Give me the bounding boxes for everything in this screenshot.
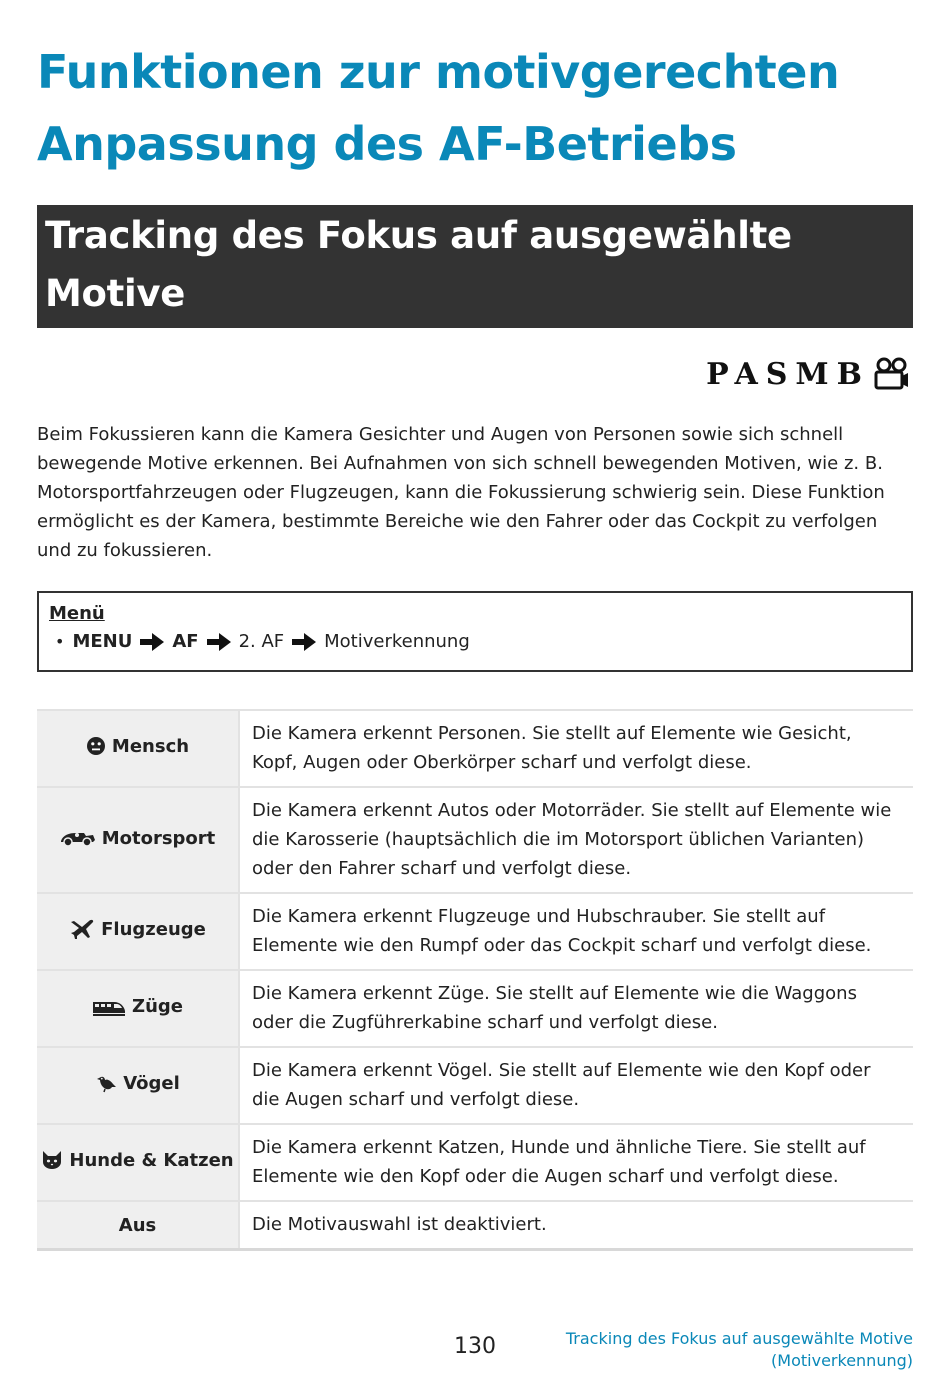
- subject-detection-table: [37, 709, 913, 1251]
- table-row: [37, 787, 913, 893]
- race-car-icon: [60, 829, 96, 847]
- arrow-right-icon: [292, 633, 316, 651]
- table-row: [37, 1047, 913, 1124]
- subject-label-cell: [37, 1201, 239, 1250]
- page-number: 130: [454, 1334, 496, 1359]
- menu-path-step-1: MENU: [72, 631, 133, 652]
- section-reference-link[interactable]: [493, 1328, 913, 1372]
- menu-path-step-3: 2. AF: [238, 631, 285, 652]
- movie-camera-icon: [872, 357, 910, 391]
- subject-label: Motorsport: [101, 827, 216, 849]
- bird-icon: [95, 1073, 117, 1093]
- shooting-mode-letters: PASMB: [706, 356, 870, 392]
- subject-label: Hunde & Katzen: [69, 1149, 234, 1171]
- table-row: [37, 893, 913, 970]
- subject-label: Züge: [132, 996, 183, 1018]
- face-icon: [86, 736, 106, 756]
- subject-label: Vögel: [123, 1072, 180, 1094]
- intro-paragraph: Beim Fokussieren kann die Kamera Gesichter und Augen von Personen sowie sich schnell bewegende Motive erkennen. Bei Aufnahmen von sich schnell bewegenden Motiven, wie z. B. Motorsportfahrzeugen oder Flugzeugen, kann die Fokussierung schwierig sein. Diese Funktion ermöglicht es der Kamera, bestimmte Bereiche wie den Fahrer oder das Cockpit zu verfolgen und zu fokussieren.: [37, 424, 885, 561]
- cat-icon: [41, 1150, 63, 1170]
- menu-title: Menü: [49, 603, 105, 624]
- page-title-line-2: Anpassung des AF-Betriebs: [37, 117, 737, 171]
- subject-description: Die Kamera erkennt Katzen, Hunde und ähnliche Tiere. Sie stellt auf Elemente wie den Kopf oder die Augen scharf und verfolgt diese.: [239, 1124, 913, 1201]
- arrow-right-icon: [207, 633, 231, 651]
- table-row: [37, 970, 913, 1047]
- menu-path-step-4: Motiverkennung: [324, 631, 470, 652]
- menu-path: [49, 627, 901, 657]
- subject-description: Die Kamera erkennt Vögel. Sie stellt auf Elemente wie den Kopf oder die Augen scharf und verfolgt diese.: [239, 1047, 913, 1124]
- subject-description: Die Kamera erkennt Züge. Sie stellt auf Elemente wie die Waggons oder die Zugführerkabine scharf und verfolgt diese.: [239, 970, 913, 1047]
- menu-path-box: [37, 591, 913, 672]
- menu-path-step-2: AF: [172, 631, 199, 652]
- subject-label-cell: [37, 893, 239, 970]
- subject-label-cell: [37, 1047, 239, 1124]
- subject-label: Aus: [118, 1214, 157, 1236]
- section-reference-line-2: (Motiverkennung): [771, 1351, 913, 1370]
- subject-description: Die Kamera erkennt Autos oder Motorräder. Sie stellt auf Elemente wie die Karosserie (hauptsächlich die im Motorsport üblichen Varianten) oder den Fahrer scharf und verfolgt diese.: [239, 787, 913, 893]
- subject-label-cell: [37, 787, 239, 893]
- page-title-line-1: Funktionen zur motivgerechten: [37, 45, 840, 99]
- subject-label: Flugzeuge: [101, 918, 206, 940]
- subject-label-cell: [37, 710, 239, 787]
- table-row: [37, 1124, 913, 1201]
- section-reference-line-1: Tracking des Fokus auf ausgewählte Motive: [565, 1329, 913, 1348]
- menu-bullet: •: [55, 632, 65, 651]
- subject-description: Die Kamera erkennt Flugzeuge und Hubschrauber. Sie stellt auf Elemente wie den Rumpf oder das Cockpit scharf und verfolgt diese.: [239, 893, 913, 970]
- subject-label-cell: [37, 970, 239, 1047]
- arrow-right-icon: [140, 633, 164, 651]
- page-title: [37, 36, 917, 180]
- airplane-icon: [69, 918, 95, 940]
- section-heading-line-2: (Motiverkennung): [45, 330, 415, 373]
- section-heading-line-1: Tracking des Fokus auf ausgewählte Motive: [45, 214, 792, 315]
- table-row: [37, 710, 913, 787]
- subject-label-cell: [37, 1124, 239, 1201]
- table-row: [37, 1201, 913, 1250]
- section-heading: [45, 207, 905, 381]
- subject-description: Die Motivauswahl ist deaktiviert.: [239, 1201, 913, 1250]
- shooting-modes: [706, 356, 910, 392]
- subject-description: Die Kamera erkennt Personen. Sie stellt auf Elemente wie Gesicht, Kopf, Augen oder Oberkörper scharf und verfolgt diese.: [239, 710, 913, 787]
- train-icon: [92, 998, 126, 1016]
- subject-label: Mensch: [111, 735, 190, 757]
- section-heading-bar: [37, 205, 913, 373]
